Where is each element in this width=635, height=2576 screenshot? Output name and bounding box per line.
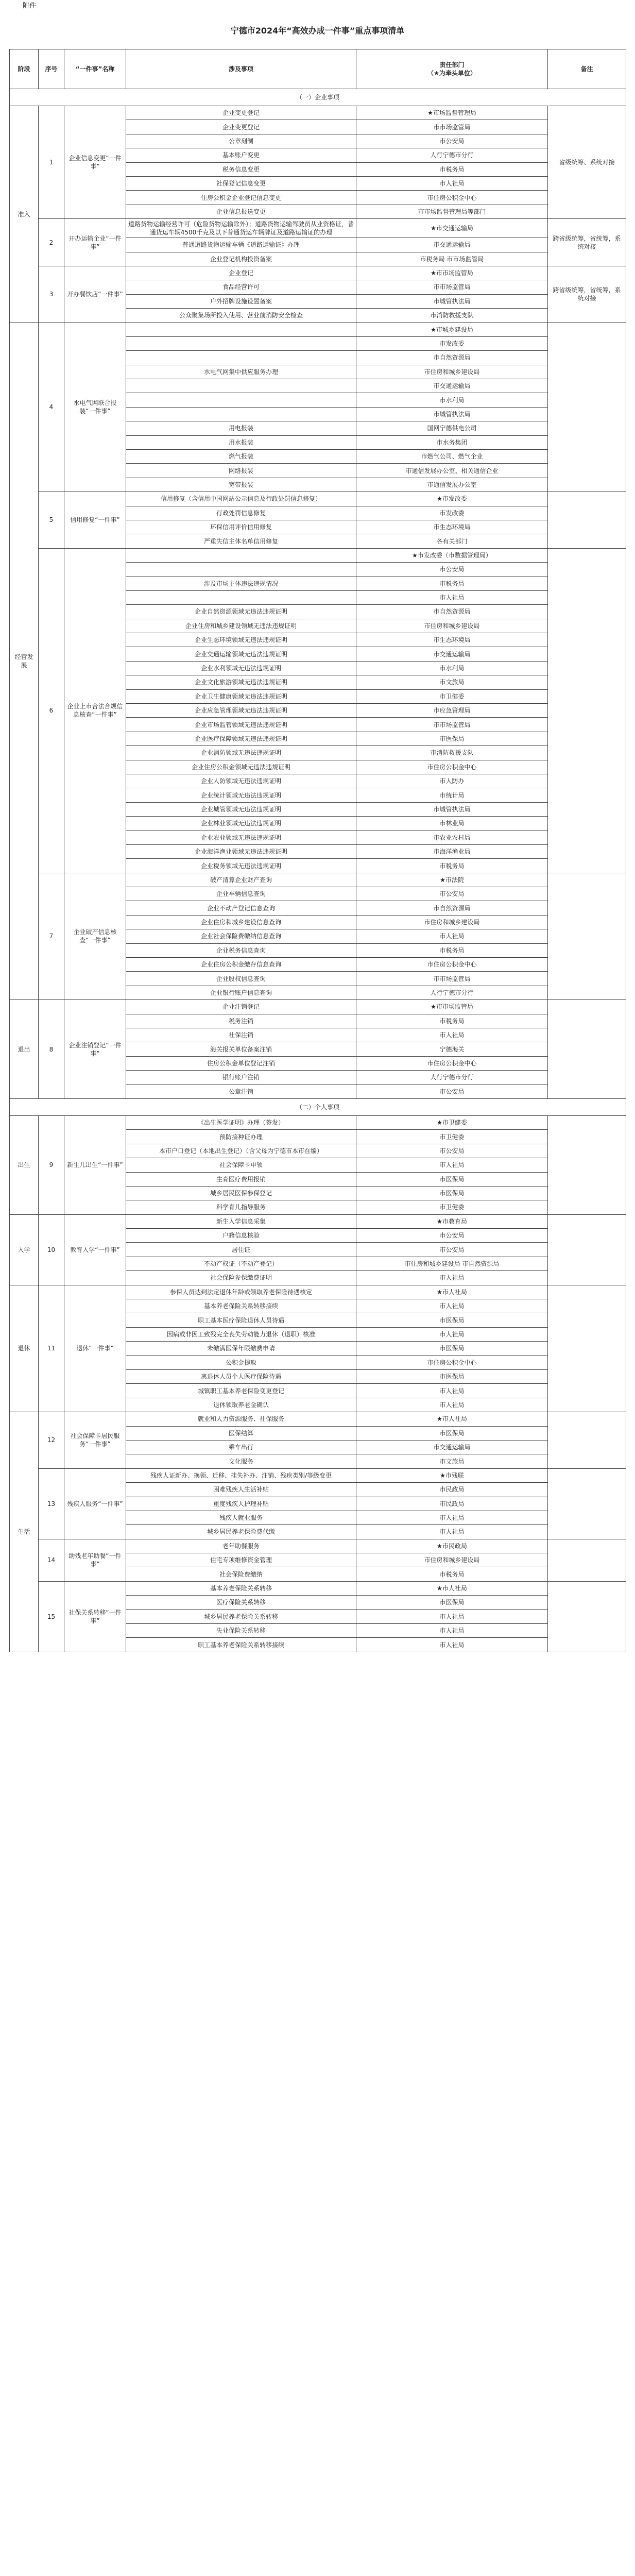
responsible-dept: 市燃气公司、燃气企业 — [356, 449, 548, 463]
responsible-dept: 市文旅局 — [356, 675, 548, 689]
table-row — [10, 1214, 626, 1228]
responsible-dept: 市住房和城乡建设局 — [356, 365, 548, 379]
responsible-dept: 市公安局 — [356, 563, 548, 577]
responsible-dept: 市人社局 — [356, 1028, 548, 1042]
involved-item: 企业税务领域无违法违规证明 — [126, 859, 356, 873]
responsible-dept: 市医保局 — [356, 1342, 548, 1355]
responsible-dept: 市公安局 — [356, 1243, 548, 1257]
table-row — [10, 106, 626, 120]
responsible-dept: 市市场监管局 — [356, 972, 548, 986]
responsible-dept: 市生态环境局 — [356, 633, 548, 647]
responsible-dept: ★市场监督管理局 — [356, 106, 548, 120]
involved-item: 企业住房和城乡建设领域无违法违规证明 — [126, 619, 356, 633]
table-row — [10, 219, 626, 238]
stage-cell: 准入 — [10, 106, 39, 323]
responsible-dept: 市自然资源局 — [356, 351, 548, 365]
responsible-dept: 市通信发展办公室、相关通信企业 — [356, 464, 548, 478]
involved-item: 企业注销登记 — [126, 1000, 356, 1014]
header-stage: 阶段 — [10, 49, 39, 89]
involved-item: 普通道路货物运输车辆《道路运输证》办理 — [126, 238, 356, 252]
involved-item: 残疾人就业服务 — [126, 1511, 356, 1524]
item-number: 9 — [39, 1115, 64, 1214]
involved-item: 就业和人力资源服务、社保服务 — [126, 1412, 356, 1426]
item-name: 开办餐饮店“一件事” — [64, 266, 126, 323]
responsible-dept: 市人社局 — [356, 1271, 548, 1285]
responsible-dept: 市农业农村局 — [356, 831, 548, 844]
responsible-dept: 市住房公积金中心 — [356, 958, 548, 972]
table-row — [10, 1468, 626, 1482]
responsible-dept: 市民政局 — [356, 1483, 548, 1497]
remark-cell: 跨省级统筹，省统筹，系统对接 — [548, 219, 626, 266]
involved-item: 企业社会保险费缴纳信息查询 — [126, 929, 356, 943]
involved-item: 困难残疾人生活补贴 — [126, 1483, 356, 1497]
responsible-dept: 市水务集团 — [356, 435, 548, 449]
item-number: 12 — [39, 1412, 64, 1469]
involved-item: 离退休人员个人医疗保险待遇 — [126, 1369, 356, 1383]
responsible-dept: 市城管执法局 — [356, 407, 548, 421]
item-number: 10 — [39, 1214, 64, 1285]
involved-item: 企业医疗保障领域无违法违规证明 — [126, 732, 356, 745]
involved-item: 用水报装 — [126, 435, 356, 449]
item-number: 2 — [39, 219, 64, 266]
responsible-dept: 市城管执法局 — [356, 294, 548, 308]
remark-cell — [548, 1000, 626, 1099]
involved-item: 居住证 — [126, 1243, 356, 1257]
involved-item: 企业消防领域无违法违规证明 — [126, 746, 356, 760]
involved-item: 企业变更登记 — [126, 120, 356, 134]
involved-item: 涉及市场主体违法违规情况 — [126, 577, 356, 590]
involved-item: 破产清算企业财产查询 — [126, 873, 356, 887]
item-number: 4 — [39, 323, 64, 492]
involved-item: 企业登记 — [126, 266, 356, 280]
item-name: 社保关系转移“一件事” — [64, 1581, 126, 1652]
responsible-dept: 市住房公积金中心 — [356, 760, 548, 774]
responsible-dept: 市应急管理局 — [356, 704, 548, 718]
responsible-dept: 市人社局 — [356, 1299, 548, 1313]
involved-item: 社会保障卡申领 — [126, 1158, 356, 1172]
involved-item: 公众聚集场所投入使用、营业前消防安全检查 — [126, 309, 356, 323]
attachment-label: 附件 — [23, 2, 37, 10]
involved-item: 不动产权证（不动产登记） — [126, 1257, 356, 1270]
responsible-dept: 市发改委 — [356, 506, 548, 520]
involved-item: 企业生态环境领域无违法违规证明 — [126, 633, 356, 647]
responsible-dept: 市人社局 — [356, 929, 548, 943]
involved-item: 网络报装 — [126, 464, 356, 478]
responsible-dept: 市生态环境局 — [356, 520, 548, 534]
remark-cell — [548, 1468, 626, 1539]
responsible-dept: 市卫健委 — [356, 1130, 548, 1144]
involved-item: 企业银行账户信息查询 — [126, 986, 356, 999]
involved-item: 道路货物运输经营许可（危险货物运输除外）；道路货物运输驾驶员从业资格证，普通货运车辆4500千克及以下普通货运车辆牌证及道路运输证的办理 — [126, 219, 356, 238]
responsible-dept: ★市法院 — [356, 873, 548, 887]
involved-item: 企业税务信息查询 — [126, 943, 356, 957]
involved-item: 重度残疾人护理补贴 — [126, 1497, 356, 1511]
responsible-dept: 市人社局 — [356, 1384, 548, 1398]
remark-cell — [548, 1115, 626, 1214]
responsible-dept: 市公安局 — [356, 134, 548, 148]
item-name: 助残老年助餐“一件事” — [64, 1539, 126, 1581]
table-row — [10, 873, 626, 887]
involved-item: 基本账户变更 — [126, 148, 356, 162]
responsible-dept: 市消防救援支队 — [356, 746, 548, 760]
involved-item — [126, 393, 356, 407]
responsible-dept: 市市场监管局 — [356, 718, 548, 732]
responsible-dept: ★市民政局 — [356, 1539, 548, 1553]
responsible-dept: 人行宁德市分行 — [356, 148, 548, 162]
responsible-dept: 市税务局 — [356, 162, 548, 176]
involved-item: 残疾人证新办、换领、迁移、挂失补办、注销、残疾类别/等级变更 — [126, 1468, 356, 1482]
involved-item: 水电气网集中供应服务办理 — [126, 365, 356, 379]
responsible-dept: 人行宁德市分行 — [356, 1071, 548, 1084]
involved-item: 银行账户注销 — [126, 1071, 356, 1084]
involved-item — [126, 323, 356, 336]
item-number: 15 — [39, 1581, 64, 1652]
involved-item: 《出生医学证明》办理（签发） — [126, 1115, 356, 1129]
stage-cell: 经营发展 — [10, 323, 39, 1000]
involved-item: 企业市场监管领域无违法违规证明 — [126, 718, 356, 732]
involved-item: 医疗保险关系转移 — [126, 1596, 356, 1609]
involved-item: 城乡居民养老保险关系转移 — [126, 1609, 356, 1623]
item-name: 教育入学“一件事” — [64, 1214, 126, 1285]
responsible-dept: 市税务局 — [356, 577, 548, 590]
remark-cell — [548, 1581, 626, 1652]
responsible-dept: 市卫健委 — [356, 689, 548, 703]
involved-item: 企业车辆信息查询 — [126, 887, 356, 901]
responsible-dept: 市公安局 — [356, 1229, 548, 1243]
header-remark: 备注 — [548, 49, 626, 89]
responsible-dept: 市医保局 — [356, 1313, 548, 1327]
involved-item: 环保信用评价信用修复 — [126, 520, 356, 534]
responsible-dept: 市医保局 — [356, 1426, 548, 1440]
involved-item: 企业文化旅游领域无违法违规证明 — [126, 675, 356, 689]
responsible-dept: 市税务局 — [356, 1567, 548, 1581]
section-row — [10, 1098, 626, 1115]
involved-item: 税务信息变更 — [126, 162, 356, 176]
involved-item: 严重失信主体名单信用修复 — [126, 534, 356, 548]
responsible-dept: ★市残联 — [356, 1468, 548, 1482]
responsible-dept: 市交通运输局 — [356, 1440, 548, 1454]
involved-item: 基本养老保险关系转移接续 — [126, 1299, 356, 1313]
item-name: 信用修复“一件事” — [64, 492, 126, 549]
responsible-dept: 市住房和城乡建设局 — [356, 1553, 548, 1567]
item-number: 1 — [39, 106, 64, 219]
item-number: 11 — [39, 1285, 64, 1412]
item-number: 14 — [39, 1539, 64, 1581]
responsible-dept: 市交通运输局 — [356, 647, 548, 661]
responsible-dept: 市住房公积金中心 — [356, 1355, 548, 1369]
involved-item: 科学育儿指导服务 — [126, 1200, 356, 1214]
remark-cell — [548, 1539, 626, 1581]
responsible-dept: 市林业局 — [356, 817, 548, 831]
involved-item: 职工基本医疗保险退休人员待遇 — [126, 1313, 356, 1327]
responsible-dept: 市医保局 — [356, 1369, 548, 1383]
involved-item: 企业交通运输领域无违法违规证明 — [126, 647, 356, 661]
header-dept: 责任部门 （★为牵头单位） — [356, 49, 548, 89]
responsible-dept: 市住房公积金中心 — [356, 1056, 548, 1070]
involved-item: 未缴满医保年限缴费申请 — [126, 1342, 356, 1355]
item-name: 企业注销登记“一件事” — [64, 1000, 126, 1099]
table-row — [10, 492, 626, 506]
responsible-dept: 人行宁德市分行 — [356, 986, 548, 999]
involved-item: 基本养老保险关系转移 — [126, 1581, 356, 1595]
involved-item: 燃气报装 — [126, 449, 356, 463]
involved-item: 住房公积金企业登记信息变更 — [126, 191, 356, 205]
responsible-dept: 市自然资源局 — [356, 901, 548, 915]
remark-cell — [548, 323, 626, 492]
responsible-dept: 市消防救援支队 — [356, 309, 548, 323]
table-row — [10, 323, 626, 336]
responsible-dept: 市市场监督管理局等部门 — [356, 205, 548, 218]
stage-cell: 退出 — [10, 1000, 39, 1099]
responsible-dept: 市人社局 — [356, 590, 548, 604]
responsible-dept: 市人社局 — [356, 1525, 548, 1539]
responsible-dept: 市人社局 — [356, 1609, 548, 1623]
table-row — [10, 548, 626, 562]
involved-item: 医保结算 — [126, 1426, 356, 1440]
involved-item: 失业保险关系转移 — [126, 1624, 356, 1638]
responsible-dept: 市人社局 — [356, 1398, 548, 1412]
item-number: 13 — [39, 1468, 64, 1539]
responsible-dept: 市人社局 — [356, 176, 548, 190]
involved-item: 企业卫生健康领域无违法违规证明 — [126, 689, 356, 703]
involved-item: 信用修复（含信用中国网站公示信息及行政处罚信息修复） — [126, 492, 356, 506]
involved-item: 公积金提取 — [126, 1355, 356, 1369]
responsible-dept: 市通信发展办公室 — [356, 478, 548, 492]
responsible-dept: 市医保局 — [356, 732, 548, 745]
responsible-dept: 市医保局 — [356, 1186, 548, 1200]
remark-cell — [548, 1214, 626, 1285]
table-row — [10, 1539, 626, 1553]
items-table — [9, 49, 626, 1652]
responsible-dept: 市住房公积金中心 — [356, 191, 548, 205]
involved-item: 社会保险参保缴费证明 — [126, 1271, 356, 1285]
responsible-dept: ★市城乡建设局 — [356, 323, 548, 336]
responsible-dept: 宁德海关 — [356, 1042, 548, 1056]
responsible-dept: 市统计局 — [356, 788, 548, 802]
section-row — [10, 89, 626, 106]
involved-item — [126, 407, 356, 421]
responsible-dept: 市卫健委 — [356, 1200, 548, 1214]
item-name: 社会保障卡居民服务“一件事” — [64, 1412, 126, 1469]
item-number: 3 — [39, 266, 64, 323]
involved-item: 退休领取养老金确认 — [126, 1398, 356, 1412]
involved-item — [126, 563, 356, 577]
page-title: 宁德市2024年“高效办成一件事”重点事项清单 — [230, 26, 405, 36]
responsible-dept: ★市卫健委 — [356, 1115, 548, 1129]
table-row — [10, 1412, 626, 1426]
involved-item: 因病或非因工致残完全丧失劳动能力退休（退职）核准 — [126, 1327, 356, 1341]
responsible-dept: 市公安局 — [356, 887, 548, 901]
remark-cell — [548, 492, 626, 549]
item-name: 退休“一件事” — [64, 1285, 126, 1412]
responsible-dept: 市人社局 — [356, 1327, 548, 1341]
item-name: 企业破产信息核查“一件事” — [64, 873, 126, 1000]
involved-item: 海关报关单位备案注销 — [126, 1042, 356, 1056]
responsible-dept: 市人社局 — [356, 1158, 548, 1172]
involved-item: 公章刻制 — [126, 134, 356, 148]
involved-item: 预防接种证办理 — [126, 1130, 356, 1144]
remark-cell — [548, 1285, 626, 1412]
responsible-dept: 市人社局 — [356, 1624, 548, 1638]
responsible-dept: ★市交通运输局 — [356, 219, 548, 238]
responsible-dept: 市税务局 — [356, 859, 548, 873]
involved-item: 企业变更登记 — [126, 106, 356, 120]
involved-item — [126, 590, 356, 604]
involved-item: 用电报装 — [126, 421, 356, 435]
involved-item: 企业统计领域无违法违规证明 — [126, 788, 356, 802]
involved-item — [126, 351, 356, 365]
responsible-dept: 市市场监管局 — [356, 280, 548, 294]
involved-item: 参保人员达到法定退休年龄或领取养老保险待遇核定 — [126, 1285, 356, 1299]
responsible-dept: ★市市场监管局 — [356, 1000, 548, 1014]
responsible-dept: 市人防办 — [356, 774, 548, 788]
header-name: “一件事”名称 — [64, 49, 126, 89]
involved-item: 企业不动产登记信息查询 — [126, 901, 356, 915]
remark-cell: 省级统筹、系统对接 — [548, 106, 626, 219]
involved-item: 城镇职工基本养老保险变更登记 — [126, 1384, 356, 1398]
involved-item: 社会保险费缴纳 — [126, 1567, 356, 1581]
table-row — [10, 1000, 626, 1014]
responsible-dept: 市文旅局 — [356, 1454, 548, 1468]
responsible-dept: 市住房和城乡建设局 — [356, 619, 548, 633]
involved-item: 宽带报装 — [126, 478, 356, 492]
involved-item: 食品经营许可 — [126, 280, 356, 294]
stage-cell: 入学 — [10, 1214, 39, 1285]
responsible-dept: 市公安局 — [356, 1144, 548, 1158]
involved-item: 住宅专项维修资金管理 — [126, 1553, 356, 1567]
involved-item — [126, 548, 356, 562]
responsible-dept: 市人社局 — [356, 1638, 548, 1652]
item-number: 5 — [39, 492, 64, 549]
stage-cell: 生活 — [10, 1412, 39, 1652]
responsible-dept: 市公安局 — [356, 1084, 548, 1098]
responsible-dept: 市水利局 — [356, 661, 548, 675]
involved-item: 乘车出行 — [126, 1440, 356, 1454]
responsible-dept: 市水利局 — [356, 393, 548, 407]
responsible-dept: 市交通运输局 — [356, 379, 548, 393]
responsible-dept: 市发改委 — [356, 336, 548, 350]
involved-item: 新生入学信息采集 — [126, 1214, 356, 1228]
involved-item: 公章注销 — [126, 1084, 356, 1098]
involved-item: 企业住房公积金领域无违法违规证明 — [126, 760, 356, 774]
involved-item: 行政处罚信息修复 — [126, 506, 356, 520]
item-name: 企业信息变更“一件事” — [64, 106, 126, 219]
involved-item: 城乡居民医保参保登记 — [126, 1186, 356, 1200]
involved-item: 本市户口登记（本地出生登记）（含父母为宁德市本市在编） — [126, 1144, 356, 1158]
involved-item: 企业住房公积金缴存信息查询 — [126, 958, 356, 972]
responsible-dept: 市交通运输局 — [356, 238, 548, 252]
involved-item: 社保登记信息变更 — [126, 176, 356, 190]
remark-cell — [548, 1412, 626, 1469]
responsible-dept: ★市人社局 — [356, 1285, 548, 1299]
involved-item: 企业林业领域无违法违规证明 — [126, 817, 356, 831]
involved-item: 税务注销 — [126, 1014, 356, 1028]
item-name: 开办运输企业“一件事” — [64, 219, 126, 266]
stage-cell: 出生 — [10, 1115, 39, 1214]
involved-item: 城乡居民养老保险费代缴 — [126, 1525, 356, 1539]
header-no: 序号 — [39, 49, 64, 89]
involved-item: 企业住房和城乡建设信息查询 — [126, 915, 356, 929]
remark-cell — [548, 873, 626, 1000]
responsible-dept: 市民政局 — [356, 1497, 548, 1511]
item-number: 6 — [39, 548, 64, 873]
involved-item: 社保注销 — [126, 1028, 356, 1042]
remark-cell — [548, 548, 626, 873]
responsible-dept: 市住房和城乡建设局 市自然资源局 — [356, 1257, 548, 1270]
responsible-dept: 市医保局 — [356, 1172, 548, 1186]
involved-item: 企业应急管理领域无违法违规证明 — [126, 704, 356, 718]
table-row — [10, 266, 626, 280]
item-name: 残疾人服务“一件事” — [64, 1468, 126, 1539]
involved-item — [126, 336, 356, 350]
involved-item: 企业农业领域无违法违规证明 — [126, 831, 356, 844]
stage-cell: 退休 — [10, 1285, 39, 1412]
involved-item: 生育医疗费用报销 — [126, 1172, 356, 1186]
involved-item: 企业城管领域无违法违规证明 — [126, 802, 356, 816]
item-name: 企业上市合法合规信息核查“一件事” — [64, 548, 126, 873]
involved-item: 企业水利领域无违法违规证明 — [126, 661, 356, 675]
responsible-dept: 市住房和城乡建设局 — [356, 915, 548, 929]
item-number: 8 — [39, 1000, 64, 1099]
involved-item: 企业自然资源领域无违法违规证明 — [126, 605, 356, 619]
involved-item: 企业人防领域无违法违规证明 — [126, 774, 356, 788]
responsible-dept: 市税务局 市市场监管局 — [356, 252, 548, 266]
involved-item: 职工基本养老保险关系转移接续 — [126, 1638, 356, 1652]
involved-item: 企业股权信息查询 — [126, 972, 356, 986]
section-title: （一）企业事项 — [10, 89, 626, 106]
involved-item: 老年助餐服务 — [126, 1539, 356, 1553]
remark-cell: 跨省级统筹，省统筹，系统对接 — [548, 266, 626, 323]
responsible-dept: 国网宁德供电公司 — [356, 421, 548, 435]
section-title: （二）个人事项 — [10, 1098, 626, 1115]
involved-item: 企业信息报送变更 — [126, 205, 356, 218]
involved-item: 住房公积金单位登记注销 — [126, 1056, 356, 1070]
responsible-dept: ★市教育局 — [356, 1214, 548, 1228]
header-items: 涉及事项 — [126, 49, 356, 89]
involved-item: 企业海洋渔业领域无违法违规证明 — [126, 844, 356, 858]
responsible-dept: 市自然资源局 — [356, 605, 548, 619]
responsible-dept: ★市发改委 — [356, 492, 548, 506]
involved-item — [126, 379, 356, 393]
responsible-dept: 市税务局 — [356, 1014, 548, 1028]
responsible-dept: 市人社局 — [356, 1511, 548, 1524]
table-row — [10, 1115, 626, 1129]
responsible-dept: 市城管执法局 — [356, 802, 548, 816]
responsible-dept: 市市场监管局 — [356, 120, 548, 134]
involved-item: 文化服务 — [126, 1454, 356, 1468]
responsible-dept: 市税务局 — [356, 943, 548, 957]
table-header-row — [10, 49, 626, 89]
responsible-dept: ★市发改委（市数据管理局） — [356, 548, 548, 562]
responsible-dept: ★市市场监管局 — [356, 266, 548, 280]
responsible-dept: ★市人社局 — [356, 1581, 548, 1595]
table-row — [10, 1285, 626, 1299]
item-name: 水电气网联合报装“一件事” — [64, 323, 126, 492]
table-row — [10, 1581, 626, 1595]
involved-item: 户籍信息核验 — [126, 1229, 356, 1243]
item-name: 新生儿出生“一件事” — [64, 1115, 126, 1214]
responsible-dept: 市医保局 — [356, 1596, 548, 1609]
responsible-dept: 各有关部门 — [356, 534, 548, 548]
item-number: 7 — [39, 873, 64, 1000]
responsible-dept: 市海洋渔业局 — [356, 844, 548, 858]
involved-item: 企业登记机构投资备案 — [126, 252, 356, 266]
involved-item: 户外招牌设施设置备案 — [126, 294, 356, 308]
responsible-dept: ★市人社局 — [356, 1412, 548, 1426]
